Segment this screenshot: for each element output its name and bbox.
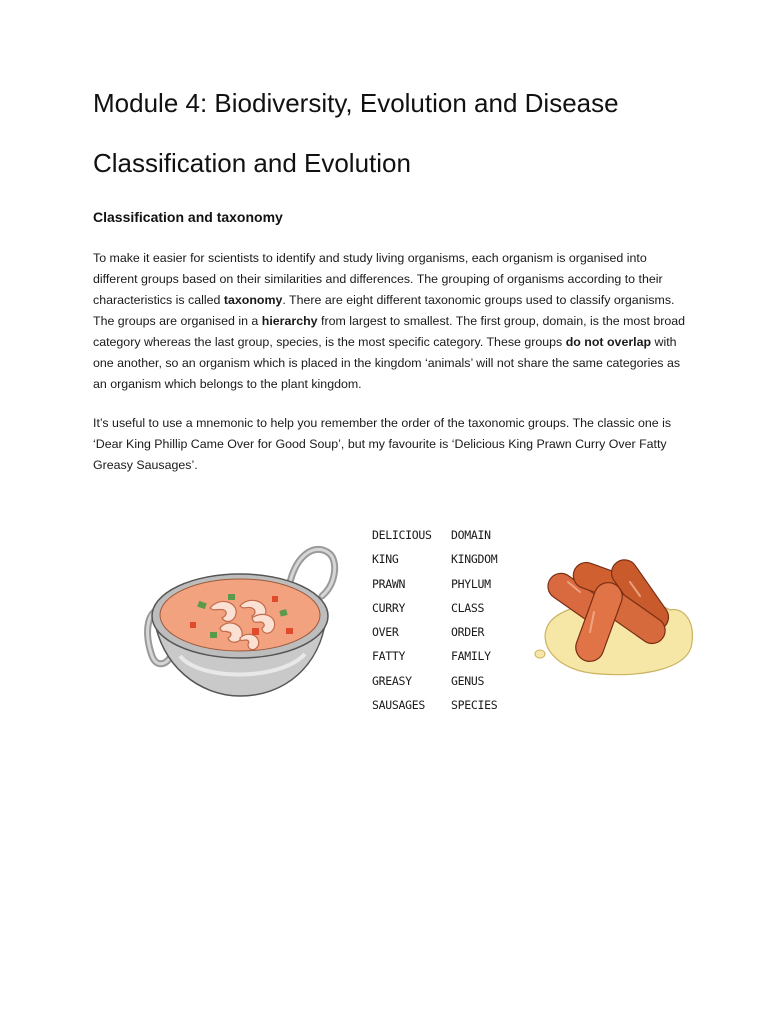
mnemonic-word: GREASY [372,673,412,688]
module-title: Module 4: Biodiversity, Evolution and Disease [93,88,619,118]
mnemonic-word: SAUSAGES [372,698,425,713]
paragraph-text: . There are eight different taxonomic groups used to classify organisms. The groups are organised in a [93,293,675,328]
taxonomic-rank: FAMILY [451,649,491,664]
mnemonic-word: CURRY [372,600,406,615]
mnemonic-word: PRAWN [372,576,406,591]
prawn-curry-bowl-illustration [140,536,340,706]
taxonomic-ranks-column [451,523,497,717]
taxonomic-rank: GENUS [451,673,485,688]
term-taxonomy: taxonomy [223,293,283,307]
sausages-illustration [530,552,700,682]
taxonomic-rank: DOMAIN [451,528,491,542]
mnemonic-words-column [372,523,432,717]
taxonomic-rank: ORDER [451,625,485,640]
section-title: Classification and Evolution [93,148,411,178]
taxonomic-rank: PHYLUM [451,576,491,591]
mnemonic-word: OVER [372,625,399,640]
subsection-title: Classification and taxonomy [93,209,283,225]
taxonomy-paragraph [93,248,693,395]
mnemonic-word: FATTY [372,649,406,664]
mnemonic-word: KING [372,552,399,567]
mnemonic-word: DELICIOUS [372,528,432,542]
paragraph-text: from largest to smallest. The first group, domain, is the most broad category whereas the last group, species, is the most specific category. These groups [93,314,686,349]
taxonomic-rank: SPECIES [451,698,498,713]
paragraph-text: To make it easier for scientists to identify and study living organisms, each organism is organised into different groups based on their similarities and differences. The grouping of organisms according to their characteristics is called [93,251,663,307]
term-hierarchy: hierarchy [261,314,318,328]
term-do-not-overlap: do not overlap [565,335,652,349]
mnemonic-paragraph: It’s useful to use a mnemonic to help you remember the order of the taxonomic groups. The classic one is ‘Dear King Phillip Came Over for Good Soup’, but my favourite is ‘Delicious King Prawn Curry Over Fatty Greasy Sausages’. [93,416,672,472]
taxonomic-rank: CLASS [451,600,485,615]
taxonomic-rank: KINGDOM [451,552,498,567]
paragraph-text: with one another, so an organism which is placed in the kingdom ‘animals’ will not share the same categories as an organism which belongs to the plant kingdom. [93,335,681,391]
